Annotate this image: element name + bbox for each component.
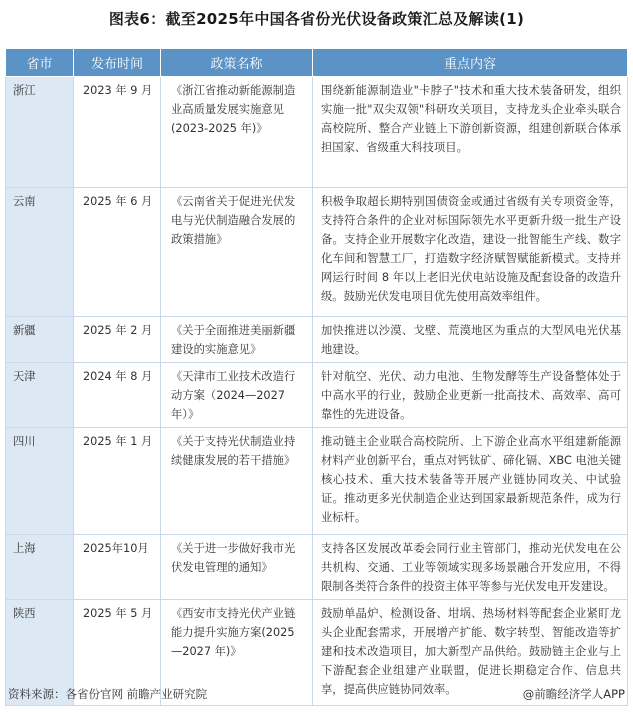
date-cell: 2023 年 9 月 bbox=[74, 77, 161, 188]
table-row bbox=[6, 535, 628, 600]
date-cell: 2025 年 5 月 bbox=[74, 600, 161, 706]
publisher-credit: @前瞻经济学人APP bbox=[522, 687, 625, 701]
policy-name-cell: 《关于进一步做好我市光伏发电管理的通知》 bbox=[161, 535, 313, 600]
province-cell: 新疆 bbox=[6, 317, 74, 363]
table-row bbox=[6, 188, 628, 317]
policy-name-cell: 《关于全面推进美丽新疆建设的实施意见》 bbox=[161, 317, 313, 363]
source-note: 资料来源：各省份官网 前瞻产业研究院 bbox=[8, 687, 208, 701]
content-cell: 支持各区发展改革委会同行业主管部门，推动光伏发电在公共机构、交通、工业等领域实现多场景融合开发应用，不得限制各类符合条件的投资主体平等参与光伏发电开发建设。 bbox=[313, 535, 628, 600]
header-province: 省市 bbox=[6, 49, 74, 77]
province-cell: 天津 bbox=[6, 363, 74, 428]
province-cell: 浙江 bbox=[6, 77, 74, 188]
date-cell: 2025 年 2 月 bbox=[74, 317, 161, 363]
date-cell: 2025 年 1 月 bbox=[74, 428, 161, 535]
province-cell: 云南 bbox=[6, 188, 74, 317]
content-cell: 针对航空、光伏、动力电池、生物发酵等生产设备整体处于中高水平的行业，鼓励企业更新一批高技术、高效率、高可靠性的先进设备。 bbox=[313, 363, 628, 428]
date-cell: 2024 年 8 月 bbox=[74, 363, 161, 428]
figure-title: 图表6：截至2025年中国各省份光伏设备政策汇总及解读(1) bbox=[108, 10, 525, 28]
content-cell: 加快推进以沙漠、戈壁、荒漠地区为重点的大型风电光伏基地建设。 bbox=[313, 317, 628, 363]
province-cell: 上海 bbox=[6, 535, 74, 600]
policy-name-cell: 《西安市支持光伏产业链能力提升实施方案(2025—2027 年)》 bbox=[161, 600, 313, 706]
header-key-content: 重点内容 bbox=[313, 49, 628, 77]
policy-name-cell: 《关于支持光伏制造业持续健康发展的若干措施》 bbox=[161, 428, 313, 535]
table-row bbox=[6, 428, 628, 535]
policy-name-cell: 《浙江省推动新能源制造业高质量发展实施意见(2023-2025 年)》 bbox=[161, 77, 313, 188]
content-cell: 鼓励单晶炉、检测设备、坩埚、热场材料等配套企业紧盯龙头企业配套需求，开展增产扩能、数字转型、智能改造等扩建和技术改造项目，加大新型产品供给。鼓励链主企业与上下游配套企业组建产业联盟，促进长期稳定合作、信息共享，提高供应链协同效率。 bbox=[313, 600, 628, 706]
policy-name-cell: 《云南省关于促进光伏发电与光伏制造融合发展的政策措施》 bbox=[161, 188, 313, 317]
header-policy-name: 政策名称 bbox=[161, 49, 313, 77]
content-cell: 围绕新能源制造业"卡脖子"技术和重大技术装备研发，组织实施一批"双尖双领"科研攻关项目，支持龙头企业牵头联合高校院所、整合产业链上下游创新资源，组建创新联合体承担国家、省级重大科技项目。 bbox=[313, 77, 628, 188]
province-cell: 陕西 bbox=[6, 600, 74, 706]
table-row bbox=[6, 317, 628, 363]
policy-name-cell: 《天津市工业技术改造行动方案（2024—2027年）》 bbox=[161, 363, 313, 428]
table-row bbox=[6, 77, 628, 188]
province-cell: 四川 bbox=[6, 428, 74, 535]
content-cell: 推动链主企业联合高校院所、上下游企业高水平组建新能源材料产业创新平台，重点对钙钛矿、碲化镉、XBC 电池关键核心技术、重大技术装备等开展产业链协同攻关、中试验证。推动更多光伏制造企业达到国家最新规范条件，成为行业标杆。 bbox=[313, 428, 628, 535]
date-cell: 2025 年 6 月 bbox=[74, 188, 161, 317]
date-cell: 2025年10月 bbox=[74, 535, 161, 600]
table-header-row bbox=[6, 49, 628, 77]
policy-table bbox=[5, 48, 628, 706]
table-row bbox=[6, 363, 628, 428]
header-date: 发布时间 bbox=[74, 49, 161, 77]
content-cell: 积极争取超长期特别国债资金或通过省级有关专项资金等，支持符合条件的企业对标国际领先水平更新升级一批生产设备。支持企业开展数字化改造，建设一批智能生产线、数字化车间和智慧工厂，打造数字经济赋智赋能新模式。支持并网运行时间 8 年以上老旧光伏电站设施及配套设备的改造升级。鼓励光伏发电项目优先使用高效率组件。 bbox=[313, 188, 628, 317]
